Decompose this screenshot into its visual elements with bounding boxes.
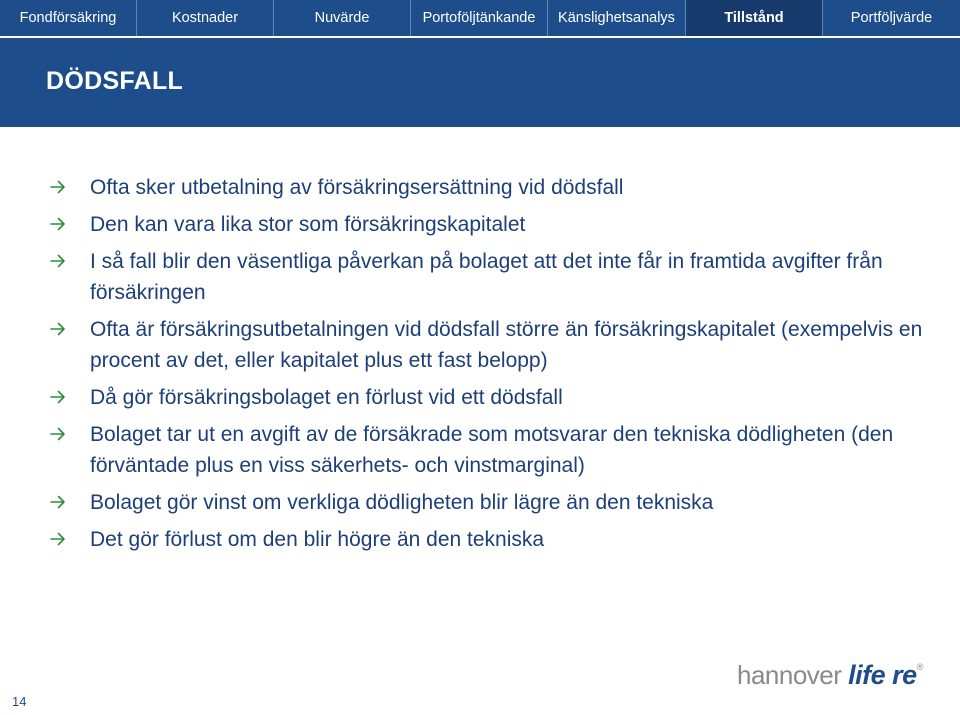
arrow-right-icon <box>50 217 66 231</box>
page-number: 14 <box>12 694 27 709</box>
nav-tab-5[interactable]: Känslighetsanalys <box>548 0 686 36</box>
nav-tab-1[interactable]: Fondförsäkring <box>0 0 137 36</box>
arrow-right-icon <box>50 254 66 268</box>
bullet-item <box>50 209 930 240</box>
logo-text-bold: life re <box>848 660 917 690</box>
bullet-text: Ofta är försäkringsutbetalningen vid dödsfall större än försäkringskapitalet (exempelvis en procent av det, eller kapitalet plus ett fast belopp) <box>90 318 923 372</box>
bullet-item <box>50 419 930 481</box>
bullet-text: I så fall blir den väsentliga påverkan på bolaget att det inte får in framtida avgifter från försäkringen <box>90 250 883 304</box>
bullet-text: Bolaget tar ut en avgift av de försäkrade som motsvarar den tekniska dödligheten (den förväntade plus en viss säkerhets- och vinstmarginal) <box>90 423 894 477</box>
bullet-item <box>50 246 930 308</box>
nav-tab-2[interactable]: Kostnader <box>137 0 274 36</box>
title-band <box>0 38 960 127</box>
arrow-right-icon <box>50 495 66 509</box>
bullet-item <box>50 314 930 376</box>
bullet-text: Ofta sker utbetalning av försäkringsersättning vid dödsfall <box>90 176 624 199</box>
bullet-item <box>50 382 930 413</box>
nav-tab-7[interactable]: Portföljvärde <box>850 10 933 26</box>
bullet-item <box>50 524 930 555</box>
page-title: DÖDSFALL <box>46 67 184 95</box>
bullet-item <box>50 172 930 203</box>
bullet-item <box>50 487 930 518</box>
nav-tab-3[interactable]: Nuvärde <box>274 0 411 36</box>
logo-text-light: hannover <box>737 660 849 690</box>
bullet-text: Då gör försäkringsbolaget en förlust vid ett dödsfall <box>90 386 563 409</box>
bullet-text: Den kan vara lika stor som försäkringskapitalet <box>90 213 526 236</box>
arrow-right-icon <box>50 532 66 546</box>
arrow-right-icon <box>50 322 66 336</box>
bullet-text: Bolaget gör vinst om verkliga dödligheten blir lägre än den tekniska <box>90 491 714 514</box>
nav-tab-6[interactable]: Tillstånd <box>686 0 823 36</box>
arrow-right-icon <box>50 180 66 194</box>
top-navigation <box>0 0 960 36</box>
bullet-text: Det gör förlust om den blir högre än den tekniska <box>90 528 545 551</box>
registered-mark: ® <box>916 662 924 672</box>
bullet-list <box>50 172 930 561</box>
nav-tab-4[interactable]: Portoföljtänkande <box>411 0 548 36</box>
arrow-right-icon <box>50 427 66 441</box>
hannover-life-re-logo <box>737 660 923 694</box>
arrow-right-icon <box>50 390 66 404</box>
